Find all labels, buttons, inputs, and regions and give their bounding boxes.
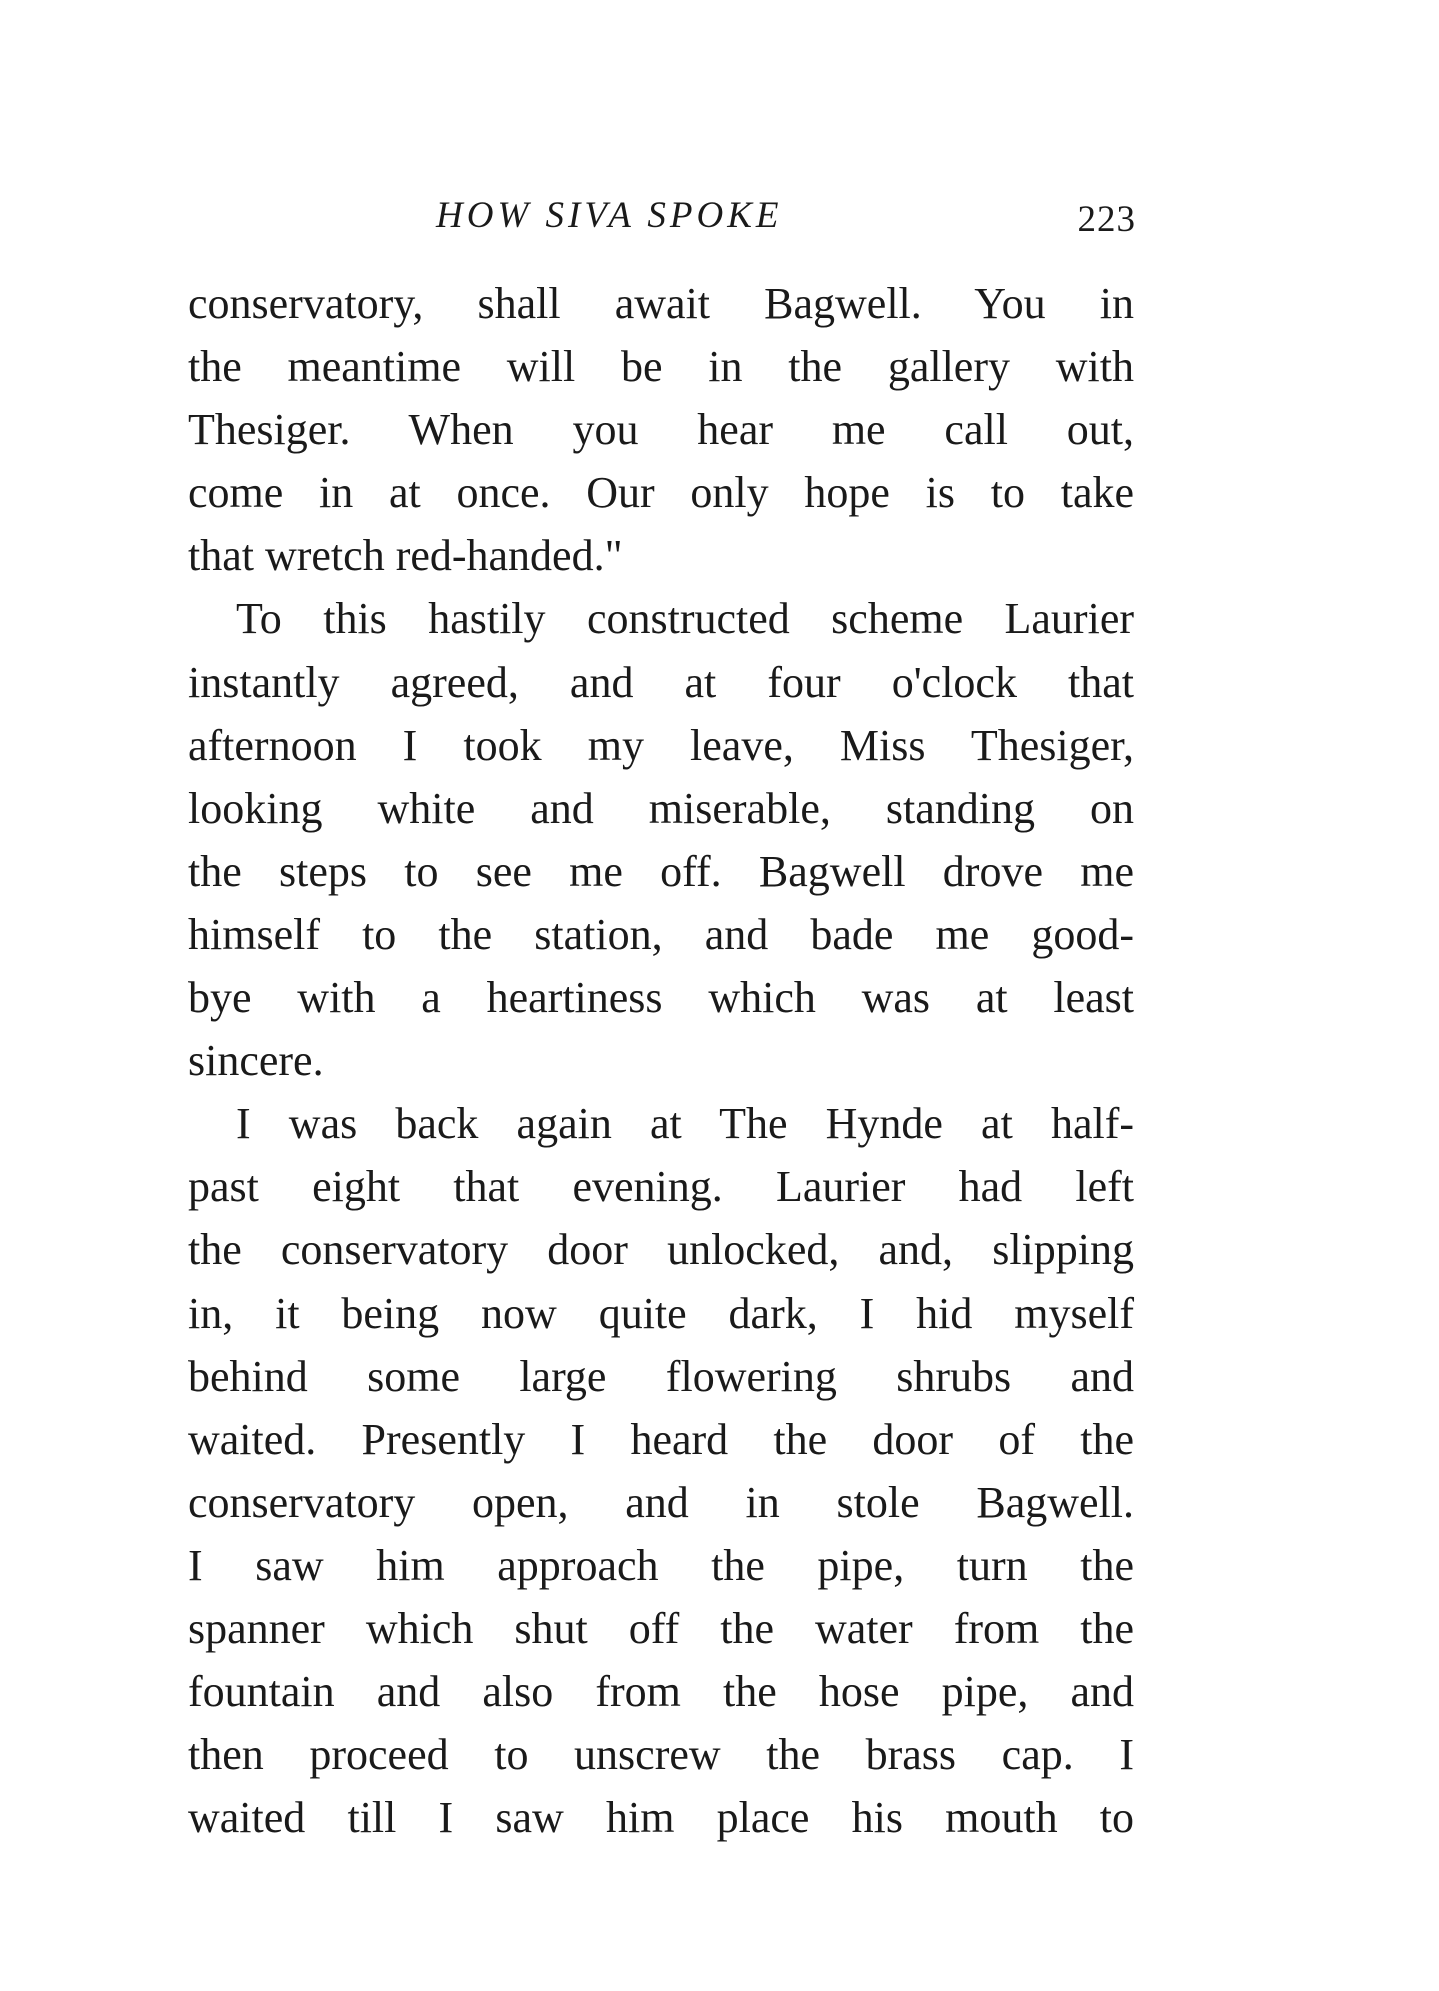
text-line: come in at once. Our only hope is to take	[188, 468, 1134, 518]
text-line: fountain and also from the hose pipe, and	[188, 1667, 1134, 1717]
text-line: bye with a heartiness which was at least	[188, 973, 1134, 1023]
text-line: in, it being now quite dark, I hid myself	[188, 1288, 1134, 1338]
text-line: looking white and miserable, standing on	[188, 783, 1134, 833]
text-line: that wretch red-handed."	[188, 531, 623, 581]
text-line: To this hastily constructed scheme Laurier	[236, 594, 1134, 644]
text-line: I was back again at The Hynde at half-	[236, 1099, 1134, 1149]
text-line: conservatory open, and in stole Bagwell.	[188, 1477, 1134, 1527]
text-line: instantly agreed, and at four o'clock that	[188, 657, 1134, 707]
text-line: conservatory, shall await Bagwell. You in	[188, 279, 1134, 328]
text-line: afternoon I took my leave, Miss Thesiger,	[188, 720, 1134, 770]
page-number: 223	[1077, 199, 1136, 240]
text-line: the meantime will be in the gallery with	[188, 342, 1134, 392]
text-line: sincere.	[188, 1036, 324, 1086]
text-line: behind some large flowering shrubs and	[188, 1351, 1134, 1401]
text-line: then proceed to unscrew the brass cap. I	[188, 1730, 1134, 1780]
text-line: spanner which shut off the water from the	[188, 1603, 1134, 1653]
text-line: I saw him approach the pipe, turn the	[188, 1540, 1134, 1590]
text-line: waited till I saw him place his mouth to	[188, 1793, 1134, 1843]
text-line: past eight that evening. Laurier had left	[188, 1162, 1134, 1212]
text-line: waited. Presently I heard the door of the	[188, 1414, 1134, 1464]
text-line: the steps to see me off. Bagwell drove me	[188, 846, 1134, 896]
text-line: himself to the station, and bade me good-	[188, 909, 1134, 959]
text-line: the conservatory door unlocked, and, slipping	[188, 1225, 1134, 1275]
body-text	[188, 272, 1134, 1849]
running-title: HOW SIVA SPOKE	[436, 195, 783, 236]
running-head	[188, 186, 1148, 246]
text-line: Thesiger. When you hear me call out,	[188, 405, 1134, 455]
